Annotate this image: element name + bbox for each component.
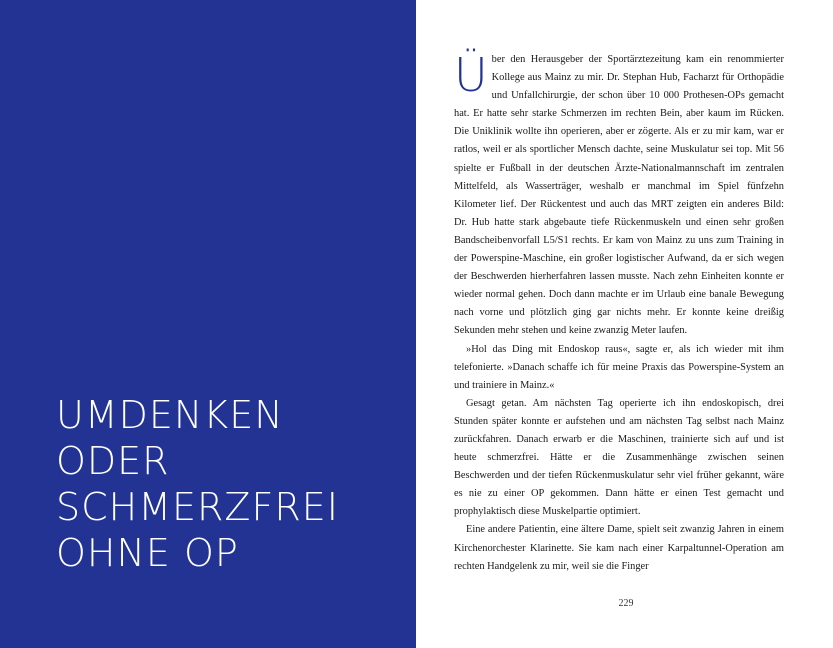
chapter-title-line: SCHMERZFREI (56, 485, 339, 529)
text-page (416, 0, 833, 648)
paragraph: »Hol das Ding mit Endoskop raus«, sagte er, als ich wieder mit ihm telefonierte. »Danach schaffe ich für meine Praxis das Powerspine-System an und trainiere in Mainz.« (454, 343, 784, 391)
body-text (454, 48, 784, 576)
chapter-opener-panel (0, 0, 416, 648)
chapter-title-line: OHNE OP (56, 531, 239, 575)
paragraph: Eine andere Patientin, eine ältere Dame, spielt seit zwanzig Jahren in einem Kirchenorchester Klarinette. Sie kam nach einer Karpaltunnel-Operation am rechten Handgelenk zu mir, weil sie die Finger (454, 524, 784, 572)
paragraph-text: ber den Herausgeber der Sportärztezeitung kam ein renommierter Kollege aus Mainz zu mir. Dr. Stephan Hub, Facharzt für Orthopädie und Unfallchirurgie, der schon über 10 000 Prothesen-OPs gemacht hat. Er hatte sehr starke Schmerzen im rechten Bein, aber kaum im Rücken. Die Uniklinik wollte ihn operieren, aber er zögerte. Als er zu mir kam, war er ratlos, weil er als sportlicher Mensch dachte, seine Muskulatur sei top. Mit 56 spielte er Fußball in der deutschen Ärzte-Nationalmannschaft im zentralen Mittelfeld, als Wasserträger, weshalb er manchmal im Spiel fünfzehn Kilometer lief. Der Rückentest und auch das MRT zeigten ein anderes Bild: Dr. Hub hatte stark abgebaute tiefe Rückenmuskeln und einen sehr großen Bandscheibenvorfall L5/S1 rechts. Er kam von Mainz zu uns zum Training in der Powerspine-Maschine, ein großer logistischer Aufwand, da er sich wegen der Beschwerden hierherfahren lassen musste. Nach zehn Einheiten konnte er wieder normal gehen. Doch dann machte er im Urlaub eine banale Bewegung nach vorne und plötzlich ging gar nichts mehr. Er konnte keine dreißig Sekunden mehr stehen und keine zwanzig Meter laufen. (454, 54, 784, 337)
page-number: 229 (618, 598, 634, 609)
chapter-title (56, 392, 406, 576)
paragraph: Gesagt getan. Am nächsten Tag operierte ich ihn endoskopisch, drei Stunden später konnte er aufstehen und am nächsten Tag selbst nach Mainz zurückfahren. Danach erwarb er die Maschinen, trainierte sich auf und ist heute schmerzfrei. Hätte er die Zusammenhänge zwischen seinen Beschwerden und der tiefen Rückenmuskulatur sehr viel früher gekannt, wäre es nie zu einer OP gekommen. Dann hätte er einen Test gemacht und prophylaktisch diese Muskelpartie optimiert. (454, 397, 784, 518)
paragraph (454, 48, 784, 341)
chapter-title-line: UMDENKEN (56, 393, 284, 437)
drop-cap: Ü (454, 48, 488, 102)
chapter-title-line: ODER (56, 439, 170, 483)
